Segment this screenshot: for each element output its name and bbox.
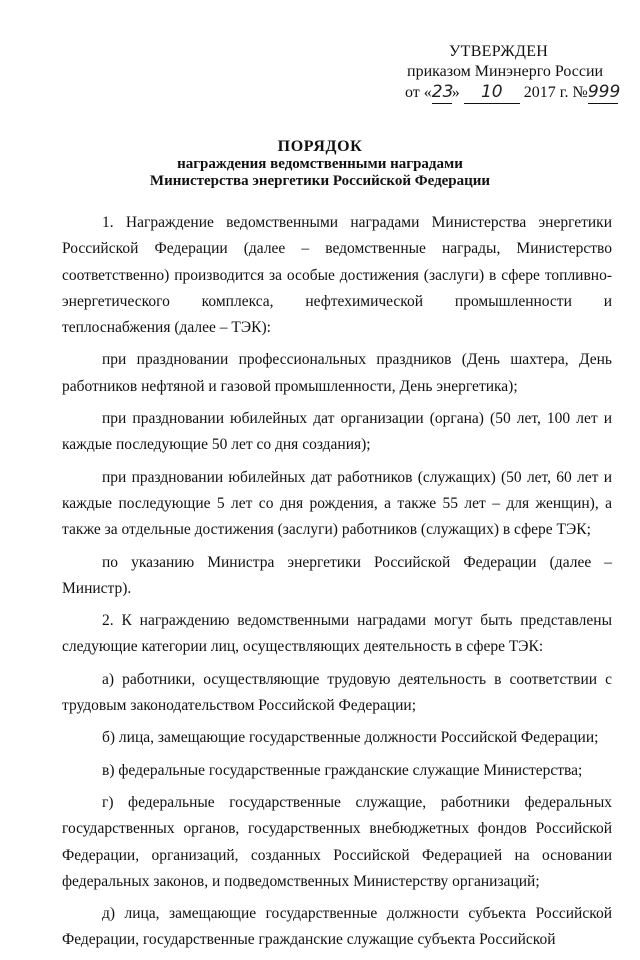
approval-stamp [405, 42, 621, 104]
paragraph-item-g: г) федеральные государственные служащие, работники федеральных государственных органов, государственных внебюджетных фондов Российской Федерации, организаций, созданных Российской Федерацией на основании федеральных законов, и подведомственных Министерству организаций; [62, 793, 612, 890]
paragraph-minister-instruction: по указанию Министра энергетики Российской Федерации (далее – Министр). [62, 553, 612, 597]
paragraph-organization-anniversaries: при праздновании юбилейных дат организации (органа) (50 лет, 100 лет и каждые последующие 50 лет со дня создания); [62, 410, 612, 454]
approval-order-line: приказом Минэнерго России [407, 63, 604, 80]
document-subtitle-line2: Министерства энергетики Российской Федерации [149, 173, 491, 189]
handwritten-month: 10 [480, 82, 503, 102]
paragraph-professional-holidays: при праздновании профессиональных праздников (День шахтера, День работников нефтяной и газовой промышленности, День энергетика); [62, 351, 612, 395]
paragraph-2: 2. К награждению ведомственными наградами могут быть представлены следующие категории лиц, осуществляющих деятельность в сфере ТЭК: [62, 612, 612, 656]
paragraph-1: 1. Награждение ведомственными наградами Министерства энергетики Российской Федерации (далее – ведомственные награды, Министерство соответственно) производится за особые достижения (заслуги) в сфере топливно-энергетического комплекса, нефтехимической промышленности и теплоснабжения (далее – ТЭК): [62, 214, 612, 337]
handwritten-number: 999 [587, 82, 621, 102]
paragraph-item-v: в) федеральные государственные гражданские служащие Министерства; [102, 761, 583, 779]
document-title: ПОРЯДОК [277, 138, 363, 155]
paragraph-item-a: а) работники, осуществляющие трудовую деятельность в соответствии с трудовым законодательством Российской Федерации; [62, 670, 612, 715]
approval-date-line [405, 82, 621, 104]
date-prefix: от « [405, 84, 432, 101]
handwritten-day: 23 [431, 82, 454, 102]
paragraph-item-d: д) лица, замещающие государственные должности субъекта Российской Федерации, государственные гражданские служащие субъекта Российской [62, 905, 612, 949]
date-mid: » [451, 84, 460, 101]
paragraph-employee-anniversaries: при праздновании юбилейных дат работников (служащих) (50 лет, 60 лет и каждые последующие 5 лет со дня рождения, а также 55 лет – для женщин), а также за отдельные достижения (заслуги) работников (служащих) в сфере ТЭК; [62, 468, 612, 539]
document-subtitle-line1: награждения ведомственными наградами [177, 156, 463, 172]
document-body [62, 210, 612, 960]
approval-title: УТВЕРЖДЕН [449, 43, 549, 60]
date-year: 2017 г. № [523, 84, 588, 101]
paragraph-item-b: б) лица, замещающие государственные должности Российской Федерации; [102, 729, 599, 747]
